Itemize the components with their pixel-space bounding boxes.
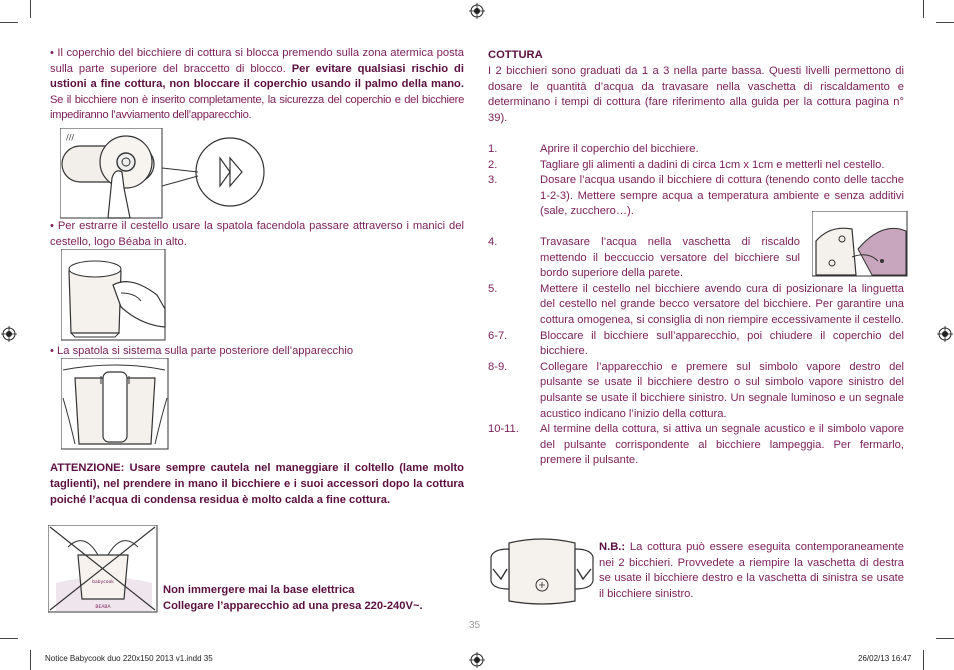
crop-mark xyxy=(0,638,18,639)
nb-text: La cottura può essere eseguita contemporaneamente nei 2 bicchieri. Provvedete a riempire la vaschetta di destra se usate il bicchiere destro e la vaschetta di sinistra se usate il bicchiere sinistro. xyxy=(599,541,904,600)
duo-appliance-illustration xyxy=(489,535,595,607)
step-text: Bloccare il bicchiere sull’apparecchio, poi chiudere il coperchio del bicchiere. xyxy=(540,329,904,358)
step-number: 1. xyxy=(488,143,498,155)
step-text: Tagliare gli alimenti a dadini di circa 1cm x 1cm e metterli nel cestello. xyxy=(540,158,885,171)
step-number: 3. xyxy=(488,174,498,187)
crop-mark xyxy=(936,638,954,639)
footer-timestamp: 26/02/13 16:47 xyxy=(858,654,912,663)
bullet-lid-text-b: Se il bicchiere non è inserito completamente, la sicurezza del coperchio e del bicchiere impediranno l’avviamento dell’apparecchio. xyxy=(50,93,464,122)
step-text: Dosare l’acqua usando il bicchiere di cottura (tenendo conto delle tacche 1-2-3). Mettere sempre acqua a temperatura ambiente e senza additivi (sale, zucchero…). xyxy=(540,174,904,218)
bullet-dot: • xyxy=(50,220,58,232)
cooking-steps xyxy=(488,142,904,469)
crop-mark xyxy=(0,22,18,23)
bullet-lid-warning-bold: Per evitare qualsiasi rischio di ustioni a fine cottura, non bloccare il coperchio usando il palmo della mano. xyxy=(50,62,464,91)
crop-mark xyxy=(923,0,924,18)
crop-mark xyxy=(30,0,31,18)
footer-file-info: Notice Babycook duo 220x150 2013 v1.indd 35 xyxy=(45,654,213,663)
basket-removal-illustration xyxy=(61,249,166,341)
step-item xyxy=(488,360,904,422)
step-item xyxy=(488,422,904,469)
page-number: 35 xyxy=(469,620,481,631)
base-logo-top: babycook xyxy=(92,580,114,585)
warning-power-socket: Collegare l’apparecchio ad una presa 220-240V~. xyxy=(163,600,423,612)
pouring-water-illustration xyxy=(812,211,908,277)
registration-mark-icon xyxy=(469,3,485,19)
registration-mark-icon xyxy=(469,652,485,668)
crop-mark xyxy=(936,22,954,23)
base-logo-bottom: BEABA xyxy=(95,605,111,610)
registration-mark-icon xyxy=(937,326,953,342)
appliance-back-illustration xyxy=(61,358,169,450)
step-item xyxy=(488,329,904,360)
nb-label: N.B.: xyxy=(599,541,626,553)
crop-mark xyxy=(923,650,924,670)
cooking-heading: COTTURA xyxy=(488,49,543,61)
step-text: Travasare l’acqua nella vaschetta di riscaldo mettendo il beccuccio versatore del bicchiere sul bordo superiore della parete. xyxy=(540,235,800,280)
step-number: 4. xyxy=(488,235,498,248)
step-item xyxy=(488,158,904,174)
bullet-spatula-text: La spatola si sistema sulla parte posteriore dell’apparecchio xyxy=(57,345,354,357)
bullet-lid-text-a: Il coperchio del bicchiere di cottura si blocca premendo sulla zona atermica posta sulla parte superiore del braccetto di blocco. xyxy=(50,47,465,75)
attention-paragraph: ATTENZIONE: Usare sempre cautela nel maneggiare il coltello (lame molto taglienti), nel prendere in mano il bicchiere e i suoi accessori dopo la cottura poiché l’acqua di condensa residua è molto calda a fine cottura. xyxy=(50,462,464,506)
bullet-basket-text: Per estrarre il cestello usare la spatola facendola passare attraverso i manici del cestello, logo Béaba in alto. xyxy=(50,220,464,248)
bullet-lid-lock xyxy=(50,46,464,124)
registration-mark-icon xyxy=(1,326,17,342)
step-text: Mettere il cestello nel bicchiere avendo cura di posizionare la linguetta del cestello nel grande becco versatore del bicchiere. Per garantire una cottura omogenea, si consiglia di non riempire eccessivamente il cestello. xyxy=(540,282,904,326)
step-number: 10-11. xyxy=(488,423,519,436)
step-item xyxy=(488,142,904,158)
step-text: Al termine della cottura, si attiva un segnale acustico e il simbolo vapore del pulsante corrispondente al bicchiere lampeggia. Per fermarlo, premere il pulsante. xyxy=(540,423,904,467)
svg-text:///: /// xyxy=(66,133,75,142)
step-text: Aprire il coperchio del bicchiere. xyxy=(540,143,699,155)
lid-lock-illustration xyxy=(60,128,270,220)
nb-note xyxy=(599,540,904,602)
crop-mark xyxy=(30,650,31,670)
bullet-basket-spatula xyxy=(50,219,464,250)
step-item xyxy=(488,282,904,329)
no-immersion-illustration xyxy=(48,525,158,613)
warning-no-immersion: Non immergere mai la base elettrica xyxy=(163,584,355,596)
step-number: 6-7. xyxy=(488,329,508,342)
step-number: 2. xyxy=(488,158,498,171)
step-text: Collegare l’apparecchio e premere sul simbolo vapore destro del pulsante se usate il bicchiere destro o sul simbolo vapore sinistro del pulsante se usate il bicchiere sinistro. Un segnale luminoso e un segnale acustico indicano l’inizio della cottura. xyxy=(540,360,904,420)
step-number: 5. xyxy=(488,282,498,295)
bullet-dot: • xyxy=(50,345,58,357)
step-number: 8-9. xyxy=(488,360,508,373)
cooking-intro: I 2 bicchieri sono graduati da 1 a 3 nella parte bassa. Questi livelli permettono di dosare le quantità d’acqua da travasare nella vaschetta di riscaldamento e determinano i tempi di cottura (fare riferimento alla guida per la cottura pagina n° 39). xyxy=(488,65,904,124)
bullet-dot: • xyxy=(50,47,58,59)
